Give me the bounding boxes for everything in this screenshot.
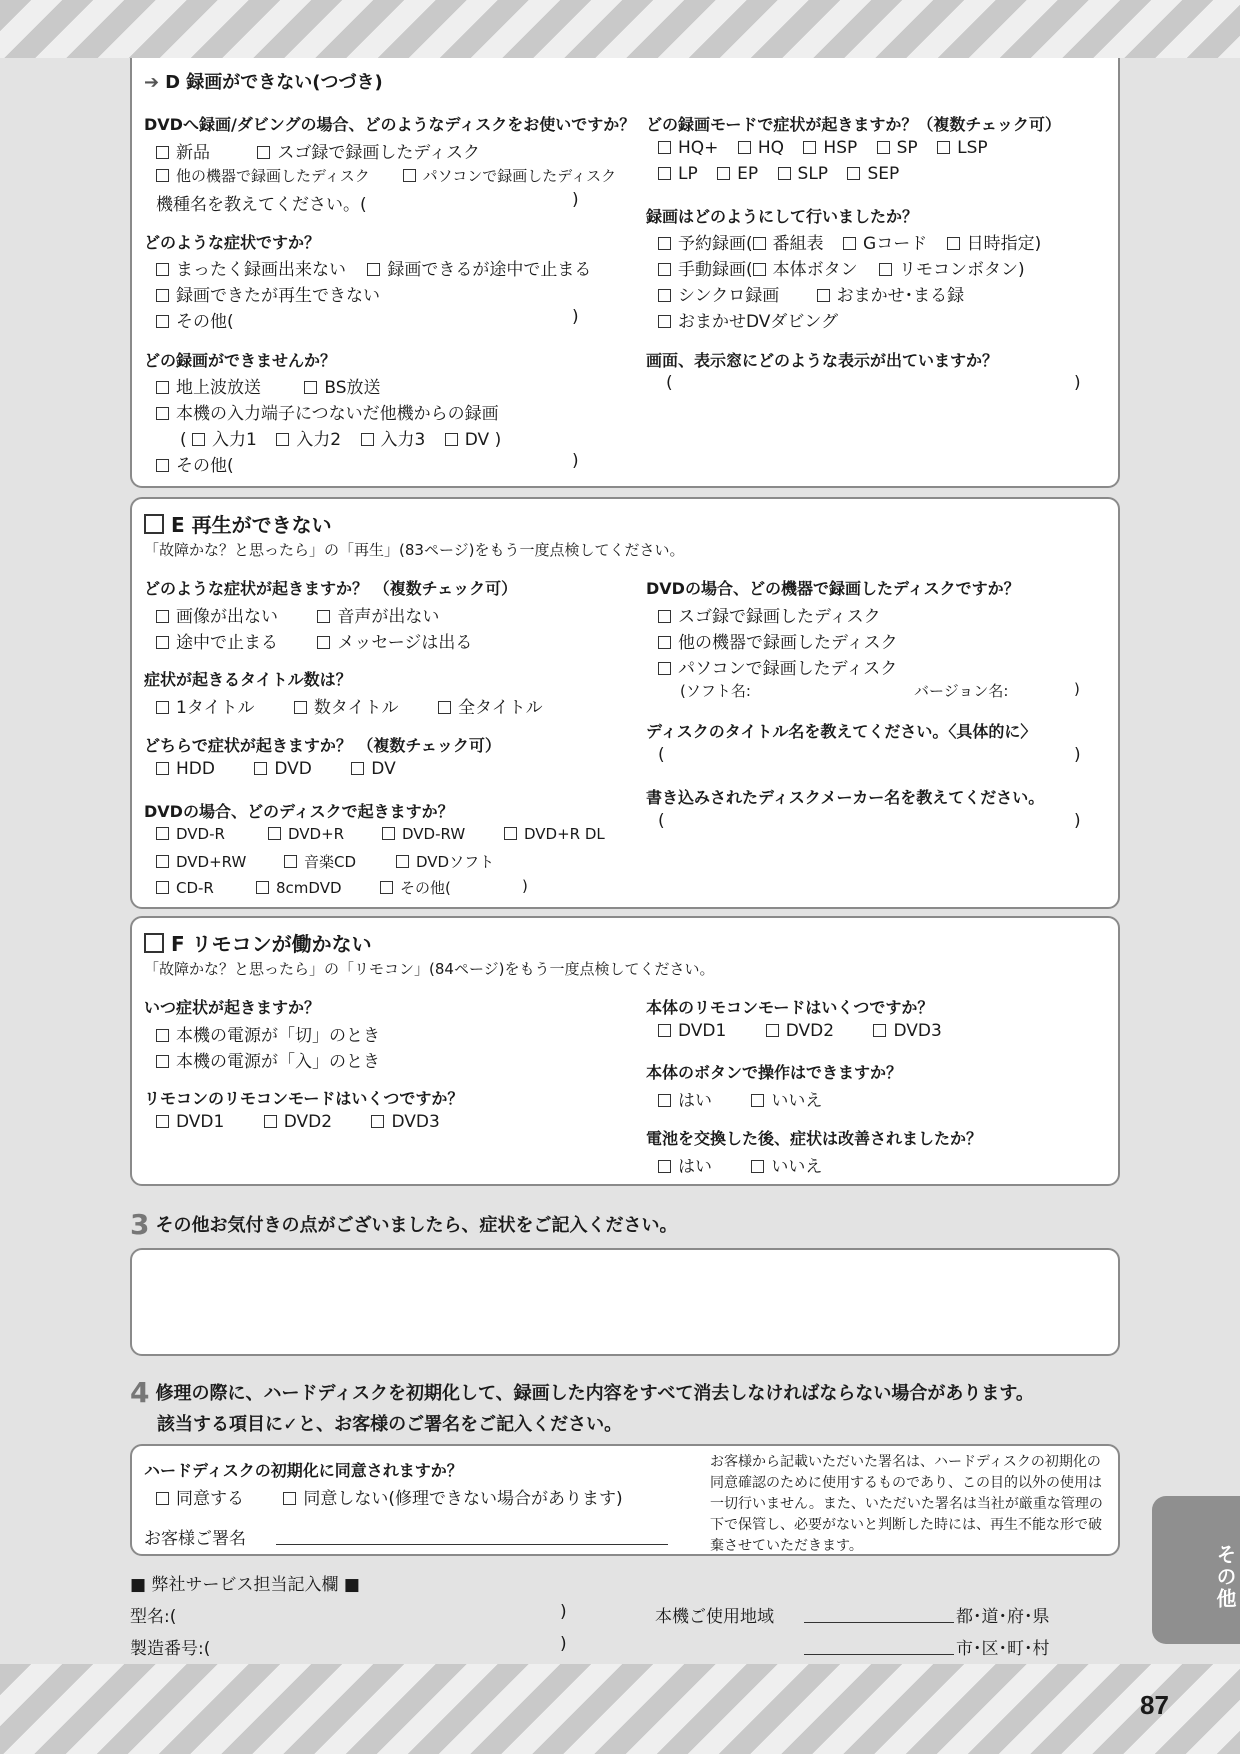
f-q2-opt-dvd3[interactable]: DVD3 — [371, 1112, 439, 1132]
d-q6-close: ) — [1074, 373, 1081, 393]
d-q2-question: どのような症状ですか？ — [144, 233, 321, 252]
e-q5-soft-label: (ソフト名: — [680, 682, 751, 700]
checkbox[interactable] — [658, 167, 671, 180]
d-q5-opt-omakase[interactable]: おまかせ･まる録 — [817, 286, 965, 306]
d-q2-other-close: ) — [572, 307, 579, 327]
checkbox[interactable] — [156, 381, 169, 394]
checkbox[interactable] — [658, 141, 671, 154]
e-q1-opt-no-image[interactable]: 画像が出ない — [156, 607, 278, 627]
checkbox[interactable] — [396, 855, 409, 868]
checkbox[interactable] — [156, 459, 169, 472]
checkbox[interactable] — [192, 433, 205, 446]
s4-opt-agree[interactable]: 同意する — [156, 1489, 244, 1509]
checkbox[interactable] — [156, 827, 169, 840]
d-q1-model-label: 機種名を教えてください。( — [156, 195, 367, 215]
d-q5-opt-datetime[interactable]: 日時指定) — [947, 234, 1042, 254]
side-tab-other[interactable]: その他 — [1152, 1496, 1240, 1644]
f-q3-opt-dvd2[interactable]: DVD2 — [766, 1021, 834, 1041]
e-q4-opt-dvdrdl[interactable]: DVD+R DL — [504, 825, 605, 843]
d-q4-opt-hqplus[interactable]: HQ+ — [658, 138, 718, 158]
e-q4-opt-dvdplusr[interactable]: DVD+R — [268, 825, 382, 843]
d-q3-opt-input3[interactable]: 入力3 — [361, 430, 426, 450]
d-q1-question: DVDへ録画/ダビングの場合、どのようなディスクをお使いですか？ — [144, 115, 636, 134]
checkbox[interactable] — [317, 636, 330, 649]
d-q5-opt-remote-button[interactable]: リモコンボタン) — [879, 260, 1025, 280]
f-note: 「故障かな？と思ったら」の「リモコン」(84ページ)をもう一度点検してください。 — [144, 960, 715, 978]
checkbox[interactable] — [254, 762, 267, 775]
checkbox[interactable] — [156, 1115, 169, 1128]
f-q3-opt-dvd3[interactable]: DVD3 — [873, 1021, 941, 1041]
e-q5-opt-other-device[interactable]: 他の機器で録画したディスク — [658, 628, 898, 653]
d-q4-opt-sep[interactable]: SEP — [847, 164, 899, 184]
service-title: ■ 弊社サービス担当記入欄 ■ — [130, 1575, 360, 1595]
checkbox[interactable] — [304, 381, 317, 394]
e-q2-opt-some[interactable]: 数タイトル — [294, 698, 399, 718]
d-q3-opt-terrestrial[interactable]: 地上波放送 — [156, 378, 261, 398]
checkbox[interactable] — [753, 263, 766, 276]
d-q4-opt-lsp[interactable]: LSP — [937, 138, 988, 158]
checkbox[interactable] — [294, 701, 307, 714]
e-q3-opt-hdd[interactable]: HDD — [156, 759, 215, 779]
checkbox[interactable] — [156, 289, 169, 302]
checkbox[interactable] — [156, 1055, 169, 1068]
checkbox[interactable] — [156, 315, 169, 328]
e-note: 「故障かな？と思ったら」の「再生」(83ページ)をもう一度点検してください。 — [144, 541, 685, 559]
f-q1-opt-on[interactable]: 本機の電源が「入」のとき — [156, 1047, 380, 1072]
e-q1-opt-message[interactable]: メッセージは出る — [317, 633, 472, 653]
f-q4-opt-no[interactable]: いいえ — [751, 1091, 822, 1111]
e-q4-row1 — [156, 825, 605, 843]
e-q4-opt-dvdplusrw[interactable]: DVD+RW — [156, 853, 284, 871]
e-q6-question: ディスクのタイトル名を教えてください。〈具体的に〉 — [646, 722, 1037, 741]
e-q1-question: どのような症状が起きますか？ （複数チェック可） — [144, 579, 518, 598]
d-q5-row2 — [658, 255, 1025, 280]
e-q4-question: DVDの場合、どのディスクで起きますか？ — [144, 802, 454, 821]
d-q5-opt-unit-button[interactable]: 本体ボタン — [753, 260, 858, 280]
d-q4-opt-lp[interactable]: LP — [658, 164, 698, 184]
e-q6-open: ( — [658, 745, 665, 765]
d-q2-opt-none[interactable]: まったく録画出来ない — [156, 260, 346, 280]
checkbox[interactable] — [268, 827, 281, 840]
s4-sign-label: お客様ご署名 — [144, 1529, 246, 1549]
service-serial-close: ) — [560, 1634, 567, 1654]
e-q4-opt-dvdsoft[interactable]: DVDソフト — [396, 853, 494, 871]
checkbox[interactable] — [658, 1160, 671, 1173]
service-pref-field[interactable] — [804, 1622, 954, 1623]
d-q4-opt-hsp[interactable]: HSP — [803, 138, 857, 158]
e-q5-close: ) — [1074, 680, 1080, 698]
d-q1-opt-other-device[interactable]: 他の機器で録画したディスク — [156, 167, 370, 185]
checkbox[interactable] — [947, 237, 960, 250]
checkbox[interactable] — [766, 1024, 779, 1037]
f-q5-opt-no[interactable]: いいえ — [751, 1157, 822, 1177]
e-q4-row2 — [156, 851, 494, 872]
e-q3-opt-dvd[interactable]: DVD — [254, 759, 312, 779]
checkbox[interactable] — [156, 610, 169, 623]
d-q2-opt-noplay[interactable]: 録画できたが再生できない — [156, 281, 380, 306]
f-q1-opt-off[interactable]: 本機の電源が「切」のとき — [156, 1021, 380, 1046]
section-e-box — [130, 497, 1120, 909]
checkbox[interactable] — [156, 855, 169, 868]
e-q1-opt-stops[interactable]: 途中で止まる — [156, 633, 278, 653]
service-city-field[interactable] — [804, 1654, 954, 1655]
checkbox[interactable] — [380, 881, 393, 894]
section-d-box — [130, 58, 1120, 488]
f-q2-row — [156, 1112, 440, 1132]
d-q5-row3 — [658, 281, 964, 306]
d-q5-opt-timer[interactable]: 予約録画( — [658, 234, 753, 254]
service-pref-suffix: 都･道･府･県 — [956, 1607, 1050, 1627]
checkbox[interactable] — [658, 289, 671, 302]
s4-privacy-note: お客様から記載いただいた署名は、ハードディスクの初期化の同意確認のために使用するものであり、この目的以外の使用は一切行いません。また、いただいた署名は当社が厳重な管理の下で保管し、必要がないと判断した時には、再生不能な形で破棄させていただきます。 — [710, 1454, 1103, 1554]
d-q1-row1 — [156, 138, 480, 163]
checkbox[interactable] — [156, 169, 169, 182]
e-q3-question: どちらで症状が起きますか？ （複数チェック可） — [144, 736, 501, 755]
e-q2-opt-1[interactable]: 1タイトル — [156, 698, 254, 718]
s4-opt-disagree[interactable]: 同意しない(修理できない場合があります) — [283, 1489, 622, 1509]
checkbox[interactable] — [284, 855, 297, 868]
checkbox[interactable] — [156, 1029, 169, 1042]
e-q3-row — [156, 759, 396, 779]
page-number: 87 — [1140, 1690, 1169, 1720]
f-q5-row — [658, 1152, 822, 1177]
checkbox[interactable] — [658, 263, 671, 276]
checkbox[interactable] — [144, 514, 164, 534]
checkbox[interactable] — [751, 1094, 764, 1107]
checkbox[interactable] — [156, 407, 169, 420]
checkbox[interactable] — [504, 827, 517, 840]
checkbox[interactable] — [879, 263, 892, 276]
d-q3-opt-external[interactable]: 本機の入力端子につないだ他機からの録画 — [156, 399, 499, 424]
section-4-heading: 4 修理の際に、ハードディスクを初期化して、録画した内容をすべて消去しなければならない場合があります。 — [130, 1376, 1034, 1409]
checkbox[interactable] — [351, 762, 364, 775]
d-q5-opt-manual[interactable]: 手動録画( — [658, 260, 753, 280]
e-q6-close: ) — [1074, 745, 1081, 765]
checkbox[interactable] — [658, 636, 671, 649]
service-region-label: 本機ご使用地域 — [655, 1607, 774, 1627]
section-f-title: F リモコンが働かない — [144, 928, 372, 957]
checkbox[interactable] — [156, 701, 169, 714]
e-q5-ver-label: バージョン名: — [914, 682, 1009, 700]
d-q2-row1 — [156, 255, 591, 280]
f-q4-row — [658, 1086, 822, 1111]
e-q4-other-close: ) — [522, 877, 528, 895]
service-city-suffix: 市･区･町･村 — [956, 1639, 1050, 1659]
e-q4-row3 — [156, 877, 451, 898]
checkbox[interactable] — [847, 167, 860, 180]
d-q1-opt-pc[interactable]: パソコンで録画したディスク — [403, 167, 617, 185]
checkbox[interactable] — [156, 1492, 169, 1505]
d-q5-row1 — [658, 229, 1041, 254]
d-q4-row1 — [658, 138, 988, 158]
s4-opts-row — [156, 1484, 623, 1509]
checkbox[interactable] — [156, 146, 169, 159]
section-4-box — [130, 1444, 1120, 1556]
checkbox[interactable] — [144, 933, 164, 953]
f-q5-question: 電池を交換した後、症状は改善されましたか？ — [646, 1129, 983, 1148]
checkbox[interactable] — [371, 1115, 384, 1128]
e-q5-opt-pc[interactable]: パソコンで録画したディスク — [658, 654, 897, 679]
e-q4-opt-dvdrw[interactable]: DVD-RW — [382, 825, 504, 843]
e-q4-opt-8cm[interactable]: 8cmDVD — [256, 879, 380, 897]
e-q1-row1 — [156, 602, 439, 627]
d-q1-model-close: ) — [572, 190, 579, 210]
section-3-number: 3 — [130, 1208, 150, 1241]
d-q3-opt-input2[interactable]: 入力2 — [276, 430, 341, 450]
d-q4-question: どの録画モードで症状が起きますか？（複数チェック可） — [646, 115, 1061, 134]
checkbox[interactable] — [156, 636, 169, 649]
service-model-close: ) — [560, 1602, 567, 1622]
d-q4-row2 — [658, 164, 899, 184]
d-q3-opt-other[interactable]: その他( — [156, 451, 234, 476]
f-q1-question: いつ症状が起きますか？ — [144, 998, 321, 1017]
e-q1-opt-no-sound[interactable]: 音声が出ない — [317, 607, 439, 627]
section-d-title: ➔ D 録画ができない(つづき) — [144, 72, 383, 93]
d-q1-row2 — [156, 165, 616, 186]
checkbox[interactable] — [283, 1492, 296, 1505]
checkbox[interactable] — [817, 289, 830, 302]
e-q4-opt-other[interactable]: その他( — [380, 879, 451, 897]
checkbox[interactable] — [438, 701, 451, 714]
d-q5-opt-gcode[interactable]: Gコード — [843, 234, 927, 254]
d-q6-open: ( — [666, 373, 673, 393]
checkbox[interactable] — [156, 762, 169, 775]
e-q2-row — [156, 693, 543, 718]
d-q4-opt-hq[interactable]: HQ — [738, 138, 784, 158]
section-3-textarea[interactable] — [130, 1248, 1120, 1356]
s4-question: ハードディスクの初期化に同意されますか？ — [144, 1461, 463, 1480]
f-q2-question: リモコンのリモコンモードはいくつですか？ — [144, 1089, 464, 1108]
section-4-subheading: 該当する項目に✓と、お客様のご署名をご記入ください。 — [157, 1414, 623, 1435]
checkbox[interactable] — [778, 167, 791, 180]
f-q3-opt-dvd1[interactable]: DVD1 — [658, 1021, 726, 1041]
checkbox[interactable] — [658, 1094, 671, 1107]
d-q3-opt-input1[interactable]: 入力1 — [192, 430, 257, 450]
d-q4-opt-ep[interactable]: EP — [717, 164, 758, 184]
e-q7-close: ) — [1074, 811, 1081, 831]
checkbox[interactable] — [257, 146, 270, 159]
section-e-title: E 再生ができない — [144, 509, 332, 538]
d-q4-opt-slp[interactable]: SLP — [778, 164, 829, 184]
f-q5-opt-yes[interactable]: はい — [658, 1157, 712, 1177]
d-q4-opt-sp[interactable]: SP — [877, 138, 918, 158]
d-q1-opt-sugoroku[interactable]: スゴ録で録画したディスク — [257, 143, 480, 163]
e-q2-question: 症状が起きるタイトル数は？ — [144, 670, 352, 689]
checkbox[interactable] — [717, 167, 730, 180]
checkbox[interactable] — [658, 662, 671, 675]
e-q5-question: DVDの場合、どの機器で録画したディスクですか？ — [646, 579, 1020, 598]
checkbox[interactable] — [361, 433, 374, 446]
d-q3-inputs-row: ( 入力1 入力2 入力3 DV ) — [180, 430, 502, 450]
f-q2-opt-dvd1[interactable]: DVD1 — [156, 1112, 224, 1132]
d-q1-opt-new[interactable]: 新品 — [156, 143, 210, 163]
e-q2-opt-all[interactable]: 全タイトル — [438, 698, 543, 718]
e-q4-opt-cdr[interactable]: CD-R — [156, 879, 256, 897]
section-f-box — [130, 916, 1120, 1186]
checkbox[interactable] — [156, 881, 169, 894]
checkbox[interactable] — [317, 610, 330, 623]
checkbox[interactable] — [445, 433, 458, 446]
checkbox[interactable] — [276, 433, 289, 446]
f-q4-opt-yes[interactable]: はい — [658, 1091, 712, 1111]
checkbox[interactable] — [658, 237, 671, 250]
checkbox[interactable] — [367, 263, 380, 276]
d-q3-opt-dv[interactable]: DV — [445, 430, 489, 450]
e-q3-opt-dv[interactable]: DV — [351, 759, 395, 779]
checkbox[interactable] — [256, 881, 269, 894]
checkbox[interactable] — [658, 1024, 671, 1037]
e-q7-open: ( — [658, 811, 665, 831]
checkbox[interactable] — [264, 1115, 277, 1128]
d-q5-opt-synchro[interactable]: シンクロ録画 — [658, 286, 779, 306]
section-3-heading: 3 その他お気付きの点がございましたら、症状をご記入ください。 — [130, 1208, 678, 1241]
d-q3-opt-bs[interactable]: BS放送 — [304, 378, 380, 398]
checkbox[interactable] — [156, 263, 169, 276]
d-q3-row1 — [156, 373, 381, 398]
e-q7-question: 書き込みされたディスクメーカー名を教えてください。 — [646, 788, 1045, 807]
checkbox[interactable] — [843, 237, 856, 250]
service-model-label: 型名:( — [130, 1607, 177, 1627]
checkbox[interactable] — [803, 141, 816, 154]
d-q3-other-close: ) — [572, 451, 579, 471]
section-4-number: 4 — [130, 1376, 150, 1409]
f-q4-question: 本体のボタンで操作はできますか？ — [646, 1063, 903, 1082]
d-q5-question: 録画はどのようにして行いましたか？ — [646, 207, 919, 226]
d-q2-opt-other[interactable]: その他( — [156, 307, 234, 332]
e-q5-opt-sugoroku[interactable]: スゴ録で録画したディスク — [658, 602, 881, 627]
checkbox[interactable] — [382, 827, 395, 840]
checkbox[interactable] — [403, 169, 416, 182]
d-q6-question: 画面、表示窓にどのような表示が出ていますか？ — [646, 351, 999, 370]
f-q3-question: 本体のリモコンモードはいくつですか？ — [646, 998, 934, 1017]
d-q3-question: どの録画ができませんか？ — [144, 351, 337, 370]
service-serial-label: 製造番号:( — [130, 1639, 211, 1659]
checkbox[interactable] — [751, 1160, 764, 1173]
checkbox[interactable] — [873, 1024, 886, 1037]
bottom-stripe-band — [0, 1664, 1240, 1754]
checkbox[interactable] — [738, 141, 751, 154]
checkbox[interactable] — [877, 141, 890, 154]
d-q2-opt-stops[interactable]: 録画できるが途中で止まる — [367, 260, 591, 280]
e-q4-opt-musiccd[interactable]: 音楽CD — [284, 851, 396, 872]
f-q3-row — [658, 1021, 942, 1041]
f-q2-opt-dvd2[interactable]: DVD2 — [264, 1112, 332, 1132]
checkbox[interactable] — [658, 610, 671, 623]
e-q1-row2 — [156, 628, 472, 653]
checkbox[interactable] — [753, 237, 766, 250]
checkbox[interactable] — [658, 315, 671, 328]
d-q5-opt-guide[interactable]: 番組表 — [753, 234, 824, 254]
e-q4-opt-dvdr[interactable]: DVD-R — [156, 825, 268, 843]
checkbox[interactable] — [937, 141, 950, 154]
d-q5-opt-dv-dubbing[interactable]: おまかせDVダビング — [658, 307, 838, 332]
s4-sign-field[interactable] — [276, 1544, 668, 1545]
